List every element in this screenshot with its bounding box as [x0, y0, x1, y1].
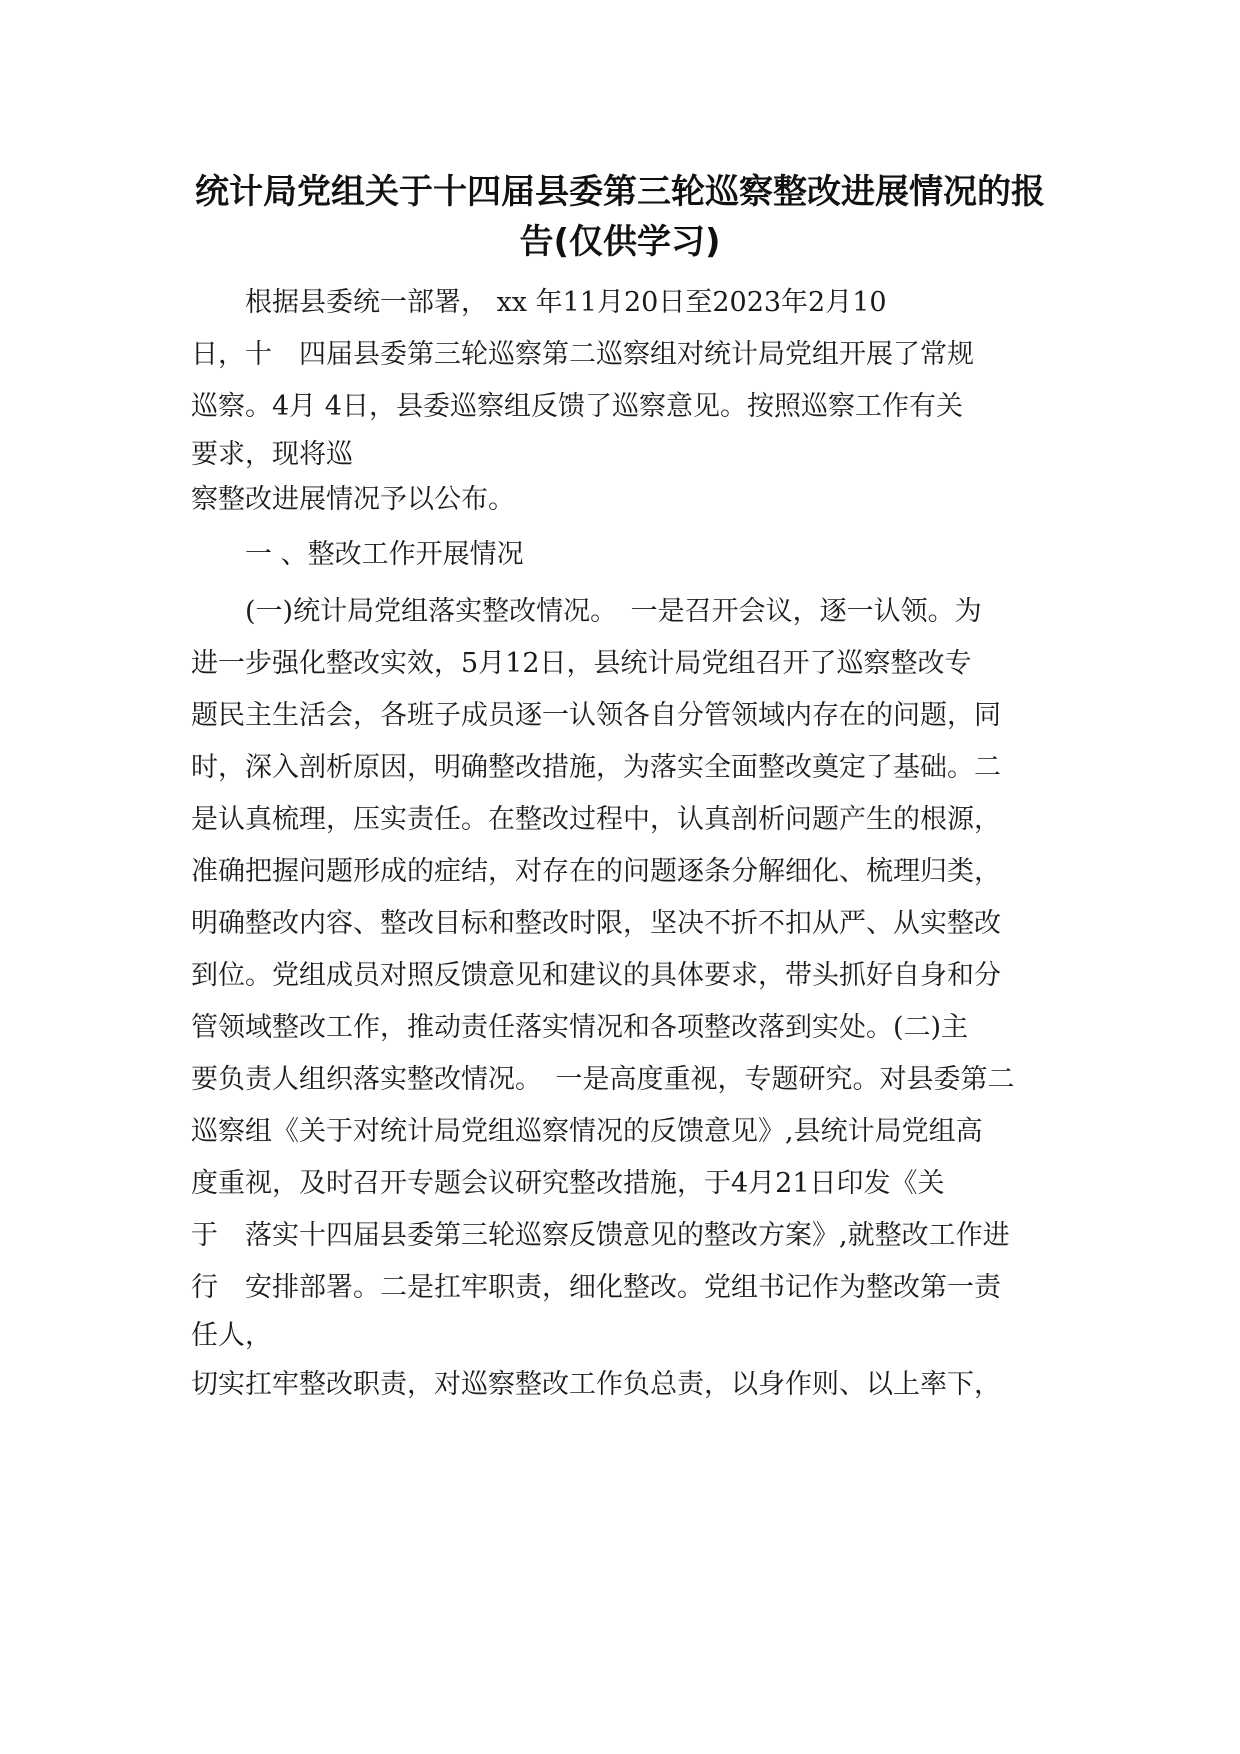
body-line: 到位。党组成员对照反馈意见和建议的具体要求，带头抓好自身和分 — [191, 960, 1001, 991]
body-line: 明确整改内容、整改目标和整改时限，坚决不折不扣从严、从实整改 — [191, 908, 1001, 939]
body-line: 于 落实十四届县委第三轮巡察反馈意见的整改方案》,就整改工作进 — [191, 1220, 1010, 1251]
body-line: 时，深入剖析原因，明确整改措施，为落实全面整改奠定了基础。二 — [191, 752, 1001, 783]
body-line: 是认真梳理，压实责任。在整改过程中，认真剖析问题产生的根源， — [191, 804, 1001, 835]
body-line: 日，十 四届县委第三轮巡察第二巡察组对统计局党组开展了常规 — [191, 339, 974, 370]
body-line: 要负责人组织落实整改情况。 一是高度重视，专题研究。对县委第二 — [191, 1064, 1015, 1095]
body-line: 行 安排部署。二是扛牢职责，细化整改。党组书记作为整改第一责 — [191, 1272, 1001, 1303]
body-line: 进一步强化整改实效，5月12日，县统计局党组召开了巡察整改专 — [191, 648, 972, 679]
body-line: 要求，现将巡 — [191, 439, 353, 470]
document-title-line-2: 告(仅供学习) — [519, 222, 721, 262]
section-heading: 一 、整改工作开展情况 — [191, 539, 524, 570]
body-line: 管领域整改工作，推动责任落实情况和各项整改落到实处。(二)主 — [191, 1012, 969, 1043]
body-line: 任人， — [191, 1320, 272, 1351]
body-line: 巡察。4月 4日，县委巡察组反馈了巡察意见。按照巡察工作有关 — [191, 391, 963, 422]
body-line: 根据县委统一部署， xx 年11月20日至2023年2月10 — [191, 287, 887, 318]
body-line: (一)统计局党组落实整改情况。 一是召开会议，逐一认领。为 — [191, 596, 982, 627]
body-line: 度重视，及时召开专题会议研究整改措施，于4月21日印发《关 — [191, 1168, 945, 1199]
body-line: 察整改进展情况予以公布。 — [191, 484, 515, 515]
body-line: 题民主生活会，各班子成员逐一认领各自分管领域内存在的问题，同 — [191, 700, 1001, 731]
body-line: 切实扛牢整改职责，对巡察整改工作负总责，以身作则、以上率下， — [191, 1369, 1001, 1400]
body-line: 巡察组《关于对统计局党组巡察情况的反馈意见》,县统计局党组高 — [191, 1116, 983, 1147]
body-line: 准确把握问题形成的症结，对存在的问题逐条分解细化、梳理归类， — [191, 856, 1001, 887]
document-title-line-1: 统计局党组关于十四届县委第三轮巡察整改进展情况的报 — [195, 172, 1045, 212]
